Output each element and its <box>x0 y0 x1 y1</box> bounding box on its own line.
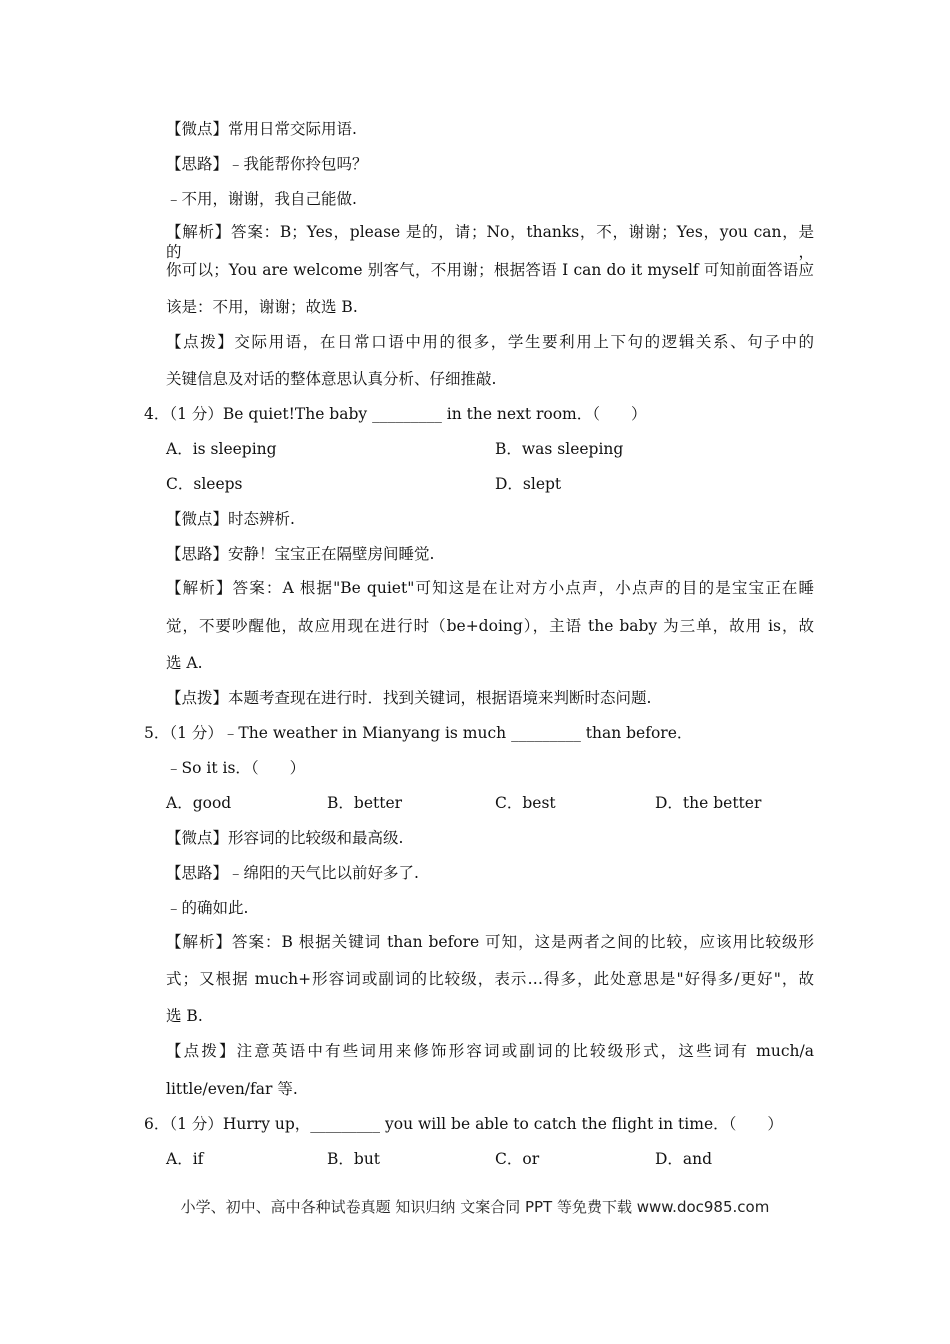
q3-silu-line1: 【思路】﹣我能帮你拎包吗？ <box>166 155 368 173</box>
q4-stem: 4．（1 分）Be quiet!The baby _________ in the next room．（ ） <box>144 405 647 423</box>
q5-dianbo-line2: little/even/far 等. <box>166 1080 298 1098</box>
q3-dianbo-line2: 关键信息及对话的整体意思认真分析、仔细推敲. <box>166 370 497 388</box>
q3-jiexi-line2: 你可以；You are welcome 别客气，不用谢；根据答语 I can do it myself 可知前面答语应 <box>166 261 814 279</box>
q5-option-b: B．better <box>327 794 403 812</box>
q5-jiexi-line3: 选 B. <box>166 1007 203 1025</box>
q3-jiexi-line3: 该是：不用，谢谢；故选 B. <box>166 298 358 316</box>
q6-option-c: C．or <box>495 1150 540 1168</box>
q4-option-d: D．slept <box>495 475 562 493</box>
q6-stem: 6．（1 分）Hurry up，_________ you will be able to catch the flight in time．（ ） <box>144 1115 783 1133</box>
q4-silu: 【思路】安静！宝宝正在隔壁房间睡觉. <box>166 545 435 563</box>
q5-dianbo-line1: 【点拨】注意英语中有些词用来修饰形容词或副词的比较级形式，这些词有 much/a <box>166 1042 814 1060</box>
q6-option-a: A．if <box>166 1150 204 1168</box>
q5-stem-line1: 5．（1 分）﹣The weather in Mianyang is much _________ than before． <box>144 724 693 742</box>
q5-option-c: C．best <box>495 794 556 812</box>
q5-option-d: D．the better <box>655 794 762 812</box>
q5-weidian: 【微点】形容词的比较级和最高级. <box>166 829 404 847</box>
q4-option-c: C．sleeps <box>166 475 243 493</box>
q3-weidian: 【微点】常用日常交际用语. <box>166 120 357 138</box>
q6-option-d: D．and <box>655 1150 713 1168</box>
q3-dianbo-line1: 【点拨】交际用语，在日常口语中用的很多，学生要利用上下句的逻辑关系、句子中的 <box>166 333 814 351</box>
q5-stem-line2: ﹣So it is．（ ） <box>166 759 306 777</box>
page-footer: 小学、初中、高中各种试卷真题 知识归纳 文案合同 PPT 等免费下载 www.doc985.com <box>180 1198 770 1216</box>
q4-weidian: 【微点】时态辨析. <box>166 510 295 528</box>
q5-option-a: A．good <box>166 794 232 812</box>
q3-silu-line2: ﹣不用，谢谢，我自己能做. <box>166 190 357 208</box>
q3-jiexi-line1: 【解析】答案：B；Yes，please 是的，请；No，thanks，不，谢谢；Yes，you can，是的， <box>166 223 814 261</box>
q5-jiexi-line1: 【解析】答案：B 根据关键词 than before 可知，这是两者之间的比较，应该用比较级形 <box>166 933 814 951</box>
q6-option-b: B．but <box>327 1150 381 1168</box>
q4-jiexi-line3: 选 A. <box>166 654 203 672</box>
q4-jiexi-line2: 觉，不要吵醒他，故应用现在进行时（be+doing），主语 the baby 为三单，故用 is，故 <box>166 617 814 635</box>
q4-jiexi-line1: 【解析】答案：A 根据"Be quiet"可知这是在让对方小点声，小点声的目的是宝宝正在睡 <box>166 579 814 597</box>
q5-silu-line1: 【思路】﹣绵阳的天气比以前好多了. <box>166 864 419 882</box>
q5-silu-line2: ﹣的确如此. <box>166 899 249 917</box>
q4-option-a: A．is sleeping <box>166 440 277 458</box>
q4-option-b: B．was sleeping <box>495 440 624 458</box>
q5-jiexi-line2: 式；又根据 much+形容词或副词的比较级，表示…得多，此处意思是"好得多/更好"，故 <box>166 970 814 988</box>
q4-dianbo: 【点拨】本题考查现在进行时．找到关键词，根据语境来判断时态问题. <box>166 689 652 707</box>
